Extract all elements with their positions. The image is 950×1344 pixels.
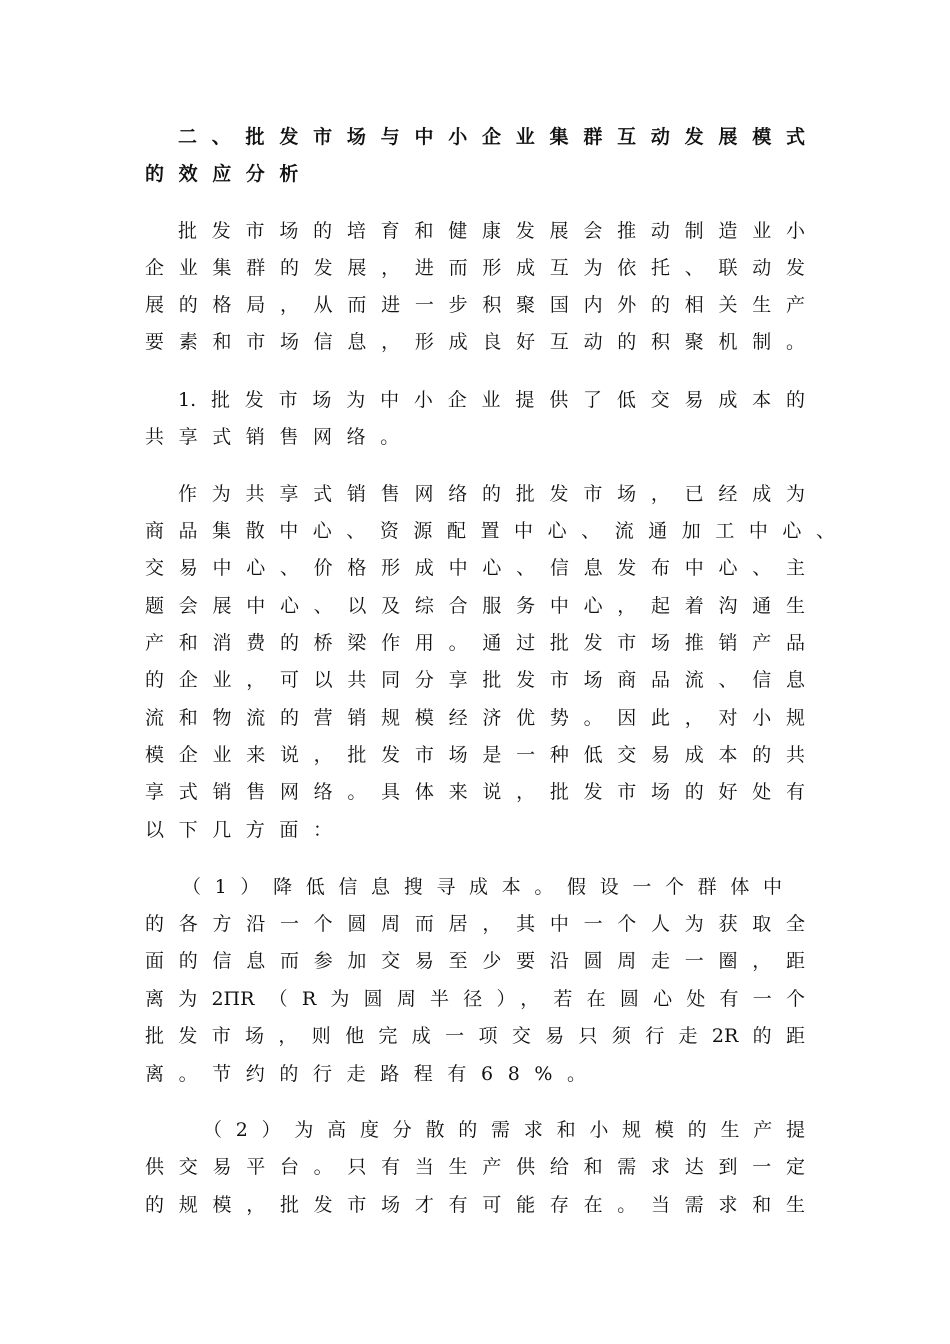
paragraph-1-line-4: 要素和市场信息，形成良好互动的积聚机制。 (145, 331, 805, 353)
paragraph-1-line-1: 批发市场的培育和健康发展会推动制造业小 (178, 220, 805, 242)
paragraph-1-line-2: 企业集群的发展，进而形成互为依托、联动发 (145, 257, 805, 279)
paragraph-3-line-7: 流和物流的营销规模经济优势。因此，对小规 (145, 707, 805, 729)
paragraph-4-line-2: 的各方沿一个圆周而居，其中一个人为获取全 (145, 913, 805, 935)
paragraph-5-line-1: （2）为高度分散的需求和小规模的生产提 (203, 1119, 805, 1141)
paragraph-3-line-4: 题会展中心、以及综合服务中心，起着沟通生 (145, 595, 805, 617)
section-heading-line-1: 二、批发市场与中小企业集群互动发展模式 (178, 126, 805, 148)
paragraph-3-line-1: 作为共享式销售网络的批发市场，已经成为 (178, 483, 805, 505)
paragraph-5-line-2: 供交易平台。只有当生产供给和需求达到一定 (145, 1156, 805, 1178)
paragraph-4-line-4: 离为2ΠR（R为圆周半径），若在圆心处有一个 (145, 988, 805, 1010)
paragraph-3-line-5: 产和消费的桥梁作用。通过批发市场推销产品 (145, 632, 805, 654)
paragraph-1-line-3: 展的格局，从而进一步积聚国内外的相关生产 (145, 294, 805, 316)
paragraph-2-line-1: 1.批发市场为中小企业提供了低交易成本的 (178, 389, 805, 411)
paragraph-4-line-6: 离。节约的行走路程有68%。 (145, 1063, 601, 1085)
paragraph-3-line-9: 享式销售网络。具体来说，批发市场的好处有 (145, 781, 805, 803)
paragraph-5-line-3: 的规模，批发市场才有可能存在。当需求和生 (145, 1194, 805, 1216)
paragraph-4-line-1: （1）降低信息搜寻成本。假设一个群体中 (182, 876, 782, 898)
paragraph-3-line-6: 的企业，可以共同分享批发市场商品流、信息 (145, 669, 805, 691)
paragraph-4-line-5: 批发市场，则他完成一项交易只须行走2R的距 (145, 1025, 805, 1047)
paragraph-3-line-3: 交易中心、价格形成中心、信息发布中心、主 (145, 557, 805, 579)
paragraph-3-line-2: 商品集散中心、资源配置中心、流通加工中心、 (145, 520, 835, 542)
paragraph-3-line-10: 以下几方面： (145, 819, 347, 841)
paragraph-2-line-2: 共享式销售网络。 (145, 426, 414, 448)
paragraph-4-line-3: 面的信息而参加交易至少要沿圆周走一圈，距 (145, 950, 805, 972)
paragraph-3-line-8: 模企业来说，批发市场是一种低交易成本的共 (145, 744, 805, 766)
section-heading-line-2: 的效应分析 (145, 163, 314, 185)
